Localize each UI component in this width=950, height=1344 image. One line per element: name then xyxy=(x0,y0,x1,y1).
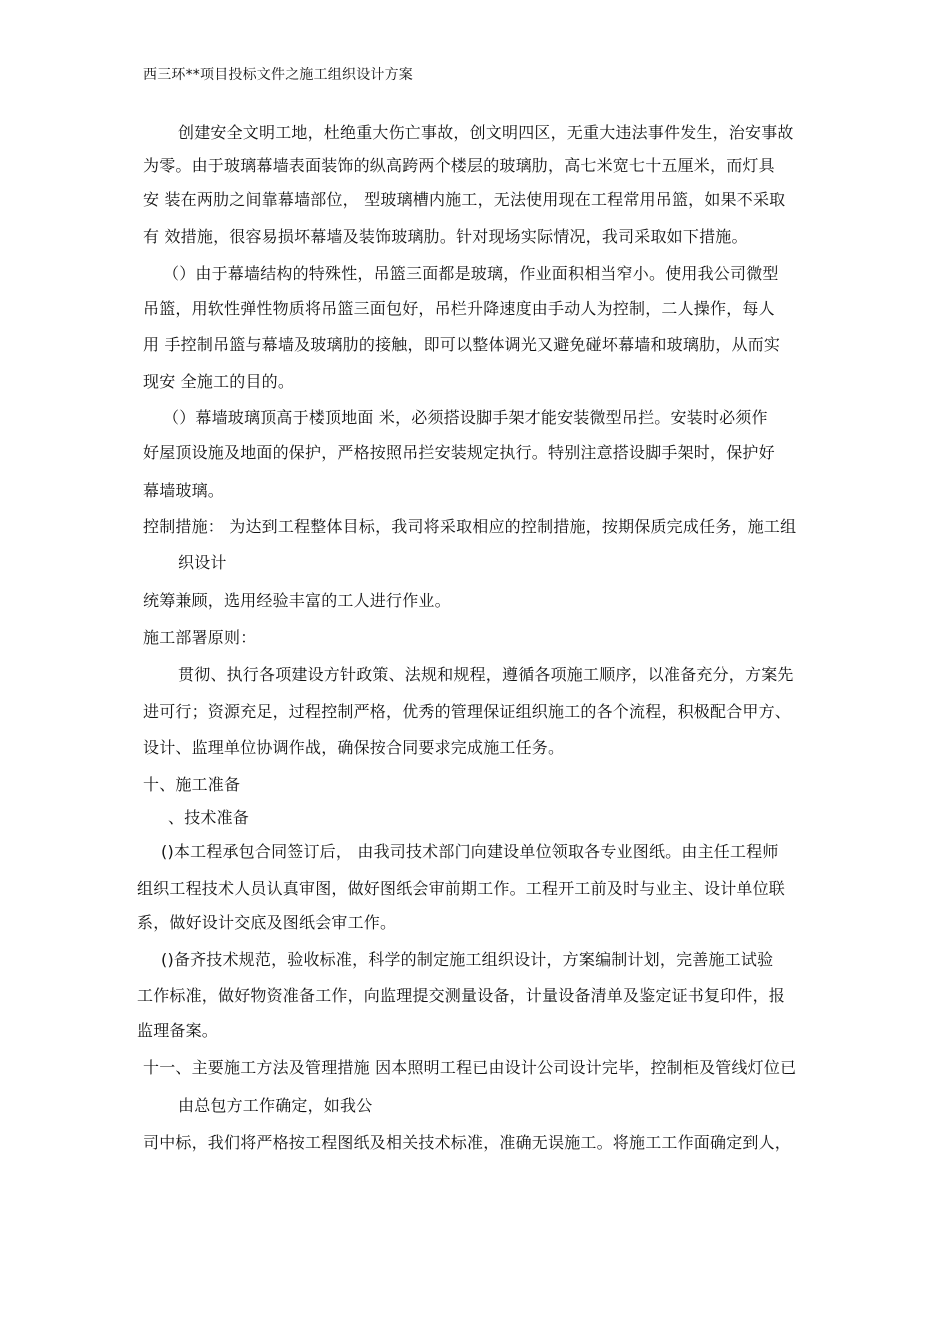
body-line: （）幕墙玻璃顶高于楼顶地面 米，必须搭设脚手架才能安装微型吊拦。安装时必须作 xyxy=(163,408,768,427)
body-line: 织设计 xyxy=(178,553,227,572)
body-line: 安 装在两肋之间靠幕墙部位， 型玻璃槽内施工，无法使用现在工程常用吊篮，如果不采取 xyxy=(143,190,786,209)
body-line: 司中标，我们将严格按工程图纸及相关技术标准，准确无误施工。将施工工作面确定到人， xyxy=(143,1133,792,1152)
body-line: 施工部署原则： xyxy=(143,628,257,647)
body-line: ()备齐技术规范，验收标准，科学的制定施工组织设计，方案编制计划，完善施工试验 xyxy=(161,950,774,969)
body-line: 统筹兼顾，选用经验丰富的工人进行作业。 xyxy=(143,591,451,610)
body-line: 工作标准，做好物资准备工作，向监理提交测量设备，计量设备清单及鉴定证书复印件，报 xyxy=(137,986,786,1005)
body-line: 系，做好设计交底及图纸会审工作。 xyxy=(137,913,397,932)
body-line: 贯彻、执行各项建设方针政策、法规和规程，遵循各项施工顺序，以准备充分，方案先 xyxy=(178,665,794,684)
body-line: 现安 全施工的目的。 xyxy=(143,372,295,391)
body-line: 设计、监理单位协调作战，确保按合同要求完成施工任务。 xyxy=(143,738,565,757)
body-line: 用 手控制吊篮与幕墙及玻璃肋的接触，即可以整体调光又避免碰坏幕墙和玻璃肋，从而实 xyxy=(143,335,781,354)
body-line: 幕墙玻璃。 xyxy=(143,481,225,500)
subsection-heading: 、技术准备 xyxy=(168,808,250,827)
body-line: 控制措施： 为达到工程整体目标，我司将采取相应的控制措施，按期保质完成任务，施工组 xyxy=(143,517,797,536)
body-line: 吊篮，用软性弹性物质将吊篮三面包好，吊栏升降速度由手动人为控制，二人操作，每人 xyxy=(143,299,775,318)
body-line: 由总包方工作确定，如我公 xyxy=(178,1096,373,1115)
section-heading: 十、施工准备 xyxy=(143,775,241,794)
body-line: （）由于幕墙结构的特殊性，吊篮三面都是玻璃，作业面积相当窄小。使用我公司微型 xyxy=(163,264,779,283)
section-heading: 十一、主要施工方法及管理措施 因本照明工程已由设计公司设计完毕，控制柜及管线灯位已 xyxy=(143,1058,797,1077)
body-line: 监理备案。 xyxy=(137,1021,219,1040)
body-line: 创建安全文明工地，杜绝重大伤亡事故，创文明四区，无重大违法事件发生，治安事故 xyxy=(178,123,794,142)
body-line: 有 效措施，很容易损坏幕墙及装饰玻璃肋。针对现场实际情况，我司采取如下措施。 xyxy=(143,227,748,246)
document-header: 西三环**项目投标文件之施工组织设计方案 xyxy=(143,67,413,83)
body-line: 为零。由于玻璃幕墙表面装饰的纵高跨两个楼层的玻璃肋，高七米宽七十五厘米，而灯具 xyxy=(143,156,775,175)
body-line: ()本工程承包合同签订后， 由我司技术部门向建设单位领取各专业图纸。由主任工程师 xyxy=(161,842,779,861)
body-line: 好屋顶设施及地面的保护，严格按照吊拦安装规定执行。特别注意搭设脚手架时，保护好 xyxy=(143,443,775,462)
body-line: 组织工程技术人员认真审图，做好图纸会审前期工作。工程开工前及时与业主、设计单位联 xyxy=(137,879,786,898)
body-line: 进可行；资源充足，过程控制严格，优秀的管理保证组织施工的各个流程，积极配合甲方、 xyxy=(143,702,792,721)
